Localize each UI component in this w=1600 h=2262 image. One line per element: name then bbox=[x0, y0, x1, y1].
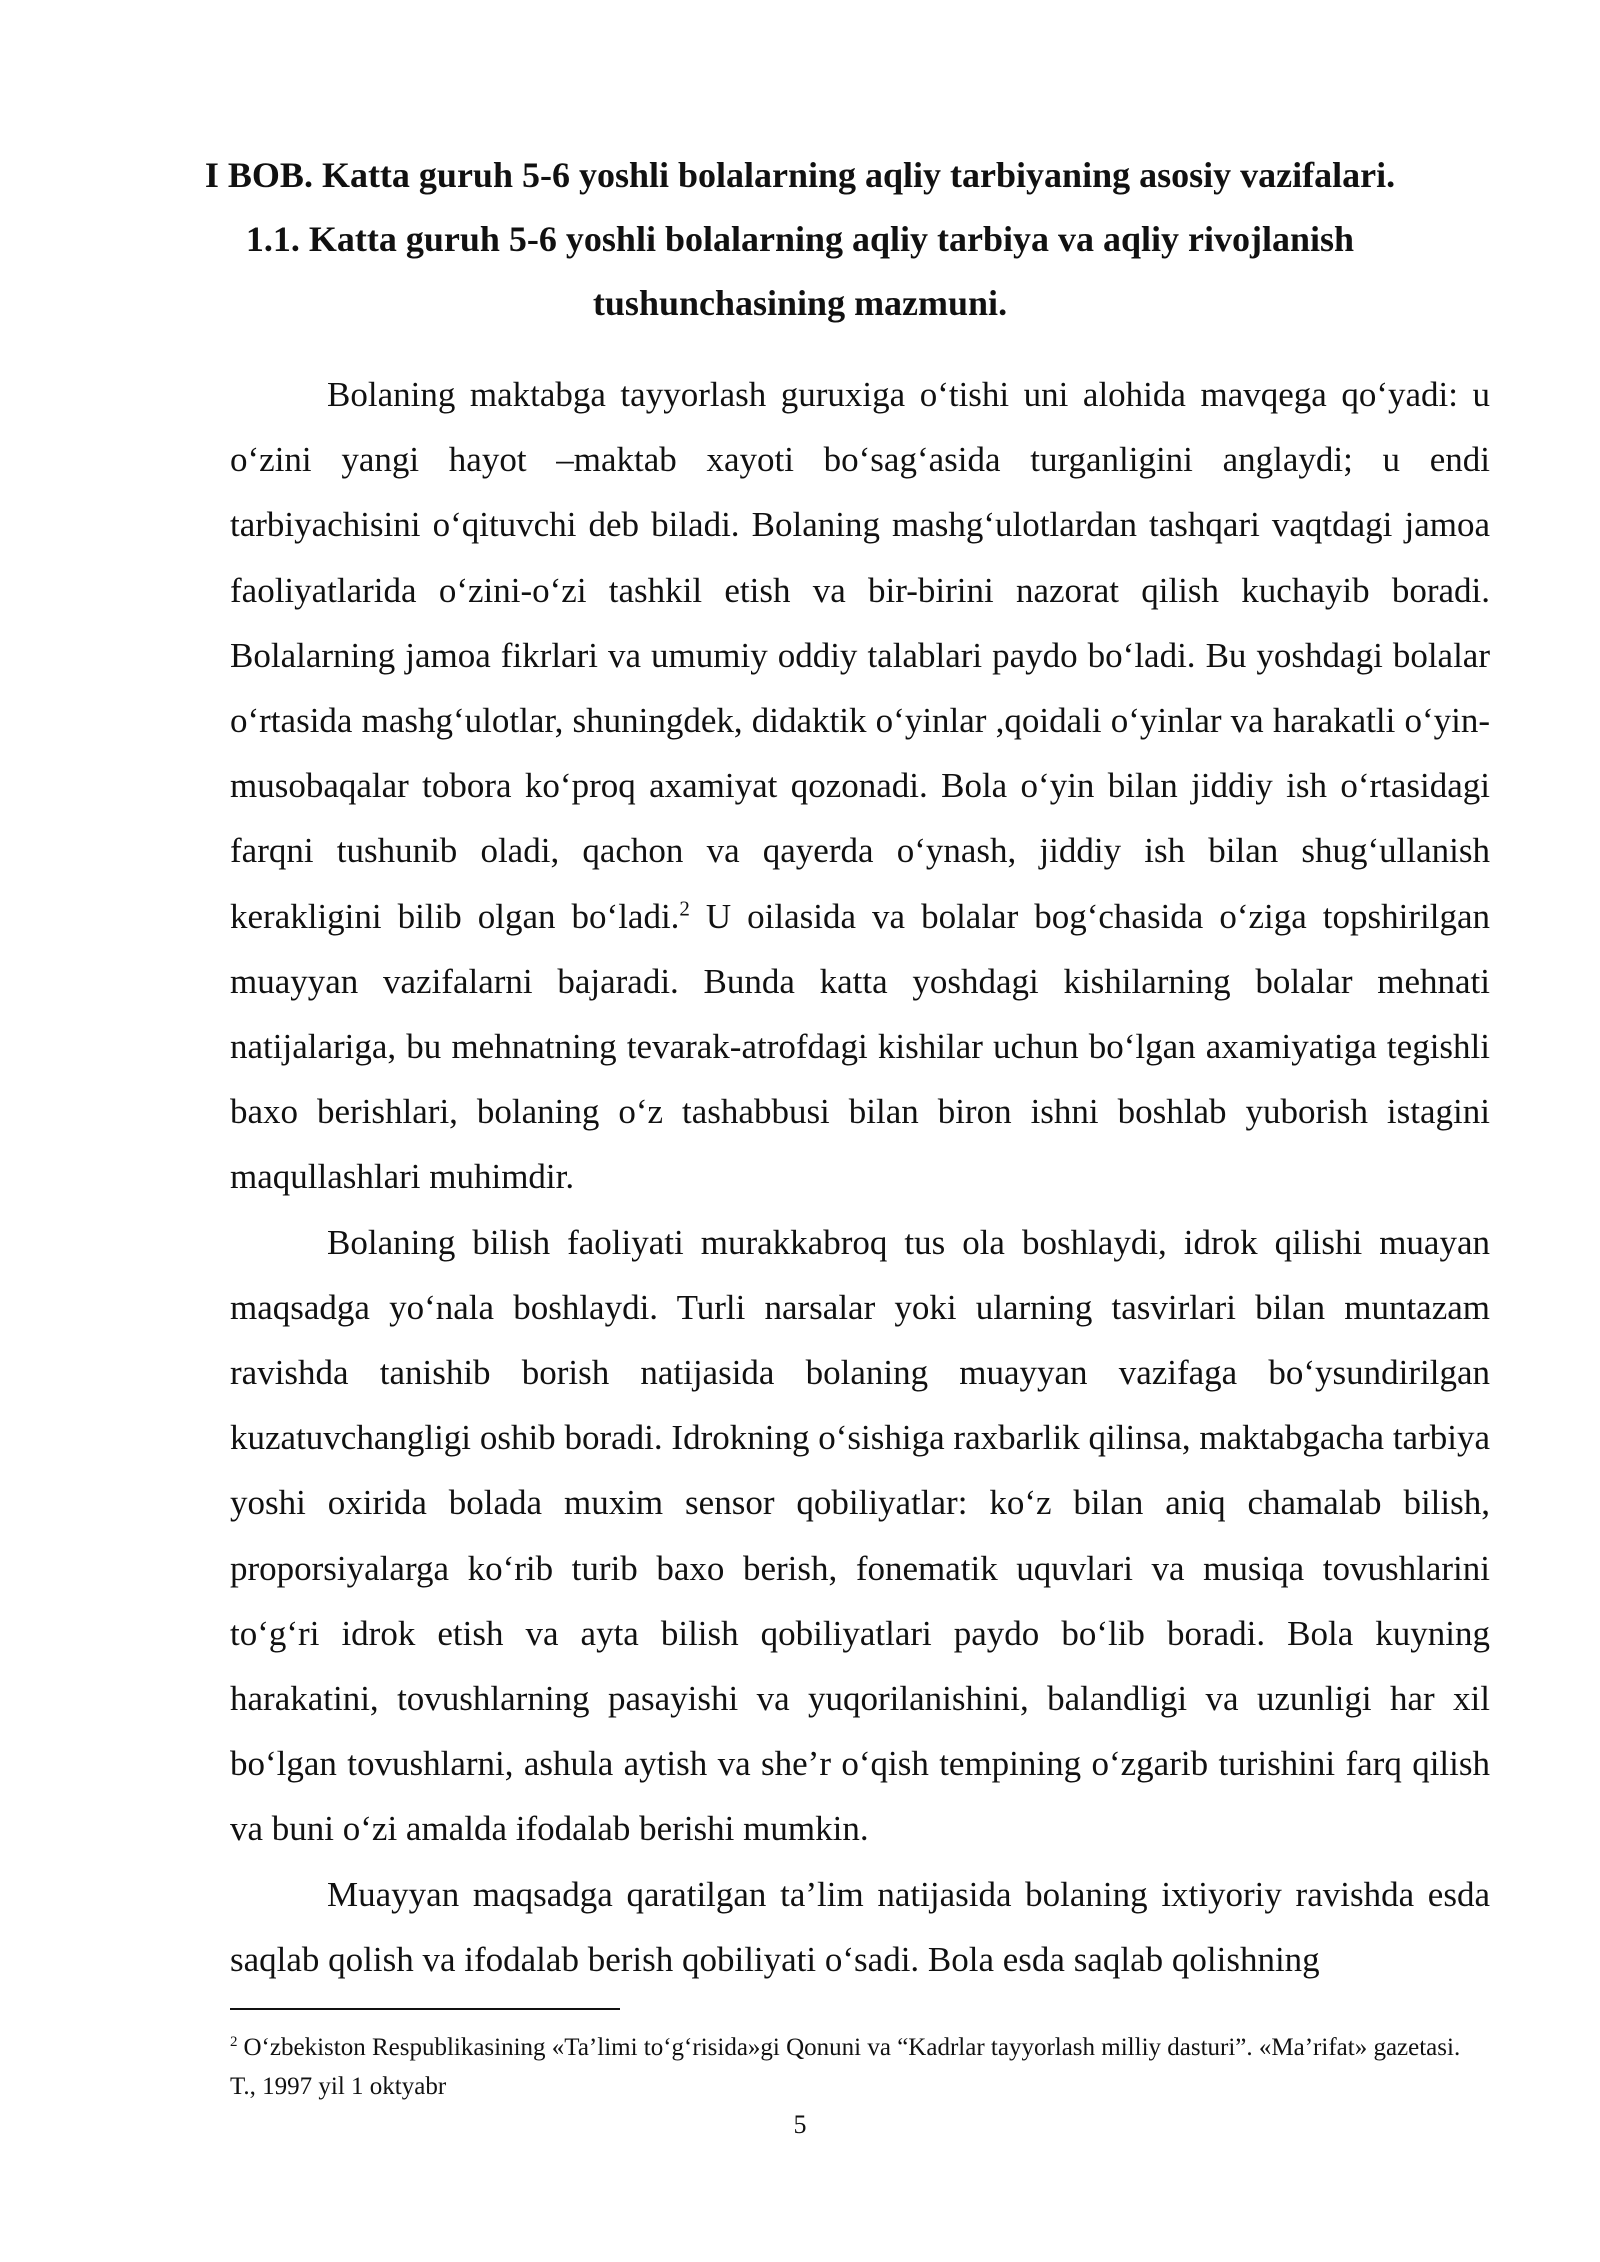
paragraph-2: Bolaning bilish faoliyati murakkabroq tus ola boshlaydi, idrok qilishi muayan maqsadga yo‘nala boshlaydi. Turli narsalar yoki ularning tasvirlari bilan muntazam ravishda tanishib borish natijasida bolaning muayyan vazifaga bo‘ysundirilgan kuzatuvchangligi oshib boradi. Idrokning o‘sishiga raxbarlik qilinsa, maktabgacha tarbiya yoshi oxirida bolada muxim sensor qobiliyatlar: ko‘z bilan aniq chamalab bilish, proporsiyalarga ko‘rib turib baxo berish, fonematik uquvlari va musiqa tovushlarini to‘g‘ri idrok etish va ayta bilish qobiliyatlari paydo bo‘lib boradi. Bola kuyning harakatini, tovushlarning pasayishi va yuqorilanishini, balandligi va uzunligi har xil bo‘lgan tovushlarni, ashula aytish va she’r o‘qish tempining o‘zgarib turishini farq qilish va buni o‘zi amalda ifodalab berishi mumkin. bbox=[230, 1222, 1490, 1849]
footnote-separator bbox=[230, 2008, 620, 2010]
footnote-reference[interactable]: 2 bbox=[679, 895, 690, 920]
section-heading: 1.1. Katta guruh 5-6 yoshli bolalarning aqliy tarbiya va aqliy rivojlanish tushunchasining mazmuni. bbox=[245, 219, 1355, 323]
footnote bbox=[230, 2028, 1490, 2106]
paragraph-1 bbox=[230, 362, 1490, 1210]
paragraph-3: Muayyan maqsadga qaratilgan ta’lim natijasida bolaning ixtiyoriy ravishda esda saqlab qolish va ifodalab berish qobiliyati o‘sadi. Bola esda saqlab qolishning bbox=[230, 1874, 1490, 1979]
paragraph-1-text-b: U oilasida va bolalar bog‘chasida o‘ziga topshirilgan muayyan vazifalarni bajaradi. Bunda katta yoshdagi kishilarning bolalar mehnati natijalariga, bu mehnatning tevarak-atrofdagi kishilar uchun bo‘lgan axamiyatiga tegishli baxo berishlari, bolaning o‘z tashabbusi bilan biron ishni boshlab yuborish istagini maqullashlari muhimdir. bbox=[230, 896, 1490, 1197]
body-text bbox=[230, 362, 1490, 1992]
footnote-text: O‘zbekiston Respublikasining «Ta’limi to‘g‘risida»gi Qonuni va “Kadrlar tayyorlash milliy dasturi”. «Ma’rifat» gazetasi. T., 1997 yil 1 oktyabr bbox=[230, 2034, 1461, 2100]
paragraph-1-text-a: Bolaning maktabga tayyorlash guruxiga o‘tishi uni alohida mavqega qo‘yadi: u o‘zini yangi hayot –maktab xayoti bo‘sag‘asida turganligini anglaydi; u endi tarbiyachisini o‘qituvchi deb biladi. Bolaning mashg‘ulotlardan tashqari vaqtdagi jamoa faoliyatlarida o‘zini-o‘zi tashkil etish va bir-birini nazorat qilish kuchayib boradi. Bolalarning jamoa fikrlari va umumiy oddiy talablari paydo bo‘ladi. Bu yoshdagi bolalar o‘rtasida mashg‘ulotlar, shuningdek, didaktik o‘yinlar ,qoidali o‘yinlar va harakatli o‘yin- musobaqalar tobora ko‘proq axamiyat qozonadi. Bola o‘yin bilan jiddiy ish o‘rtasidagi farqni tushunib oladi, qachon va qayerda o‘ynash, jiddiy ish bilan shug‘ullanish kerakligini bilib olgan bo‘ladi. bbox=[230, 375, 1490, 936]
footnote-mark: 2 bbox=[230, 2033, 238, 2050]
page-number: 5 bbox=[793, 2110, 807, 2139]
chapter-heading: I BOB. Katta guruh 5-6 yoshli bolalarning aqliy tarbiyaning asosiy vazifalari. bbox=[204, 155, 1396, 195]
